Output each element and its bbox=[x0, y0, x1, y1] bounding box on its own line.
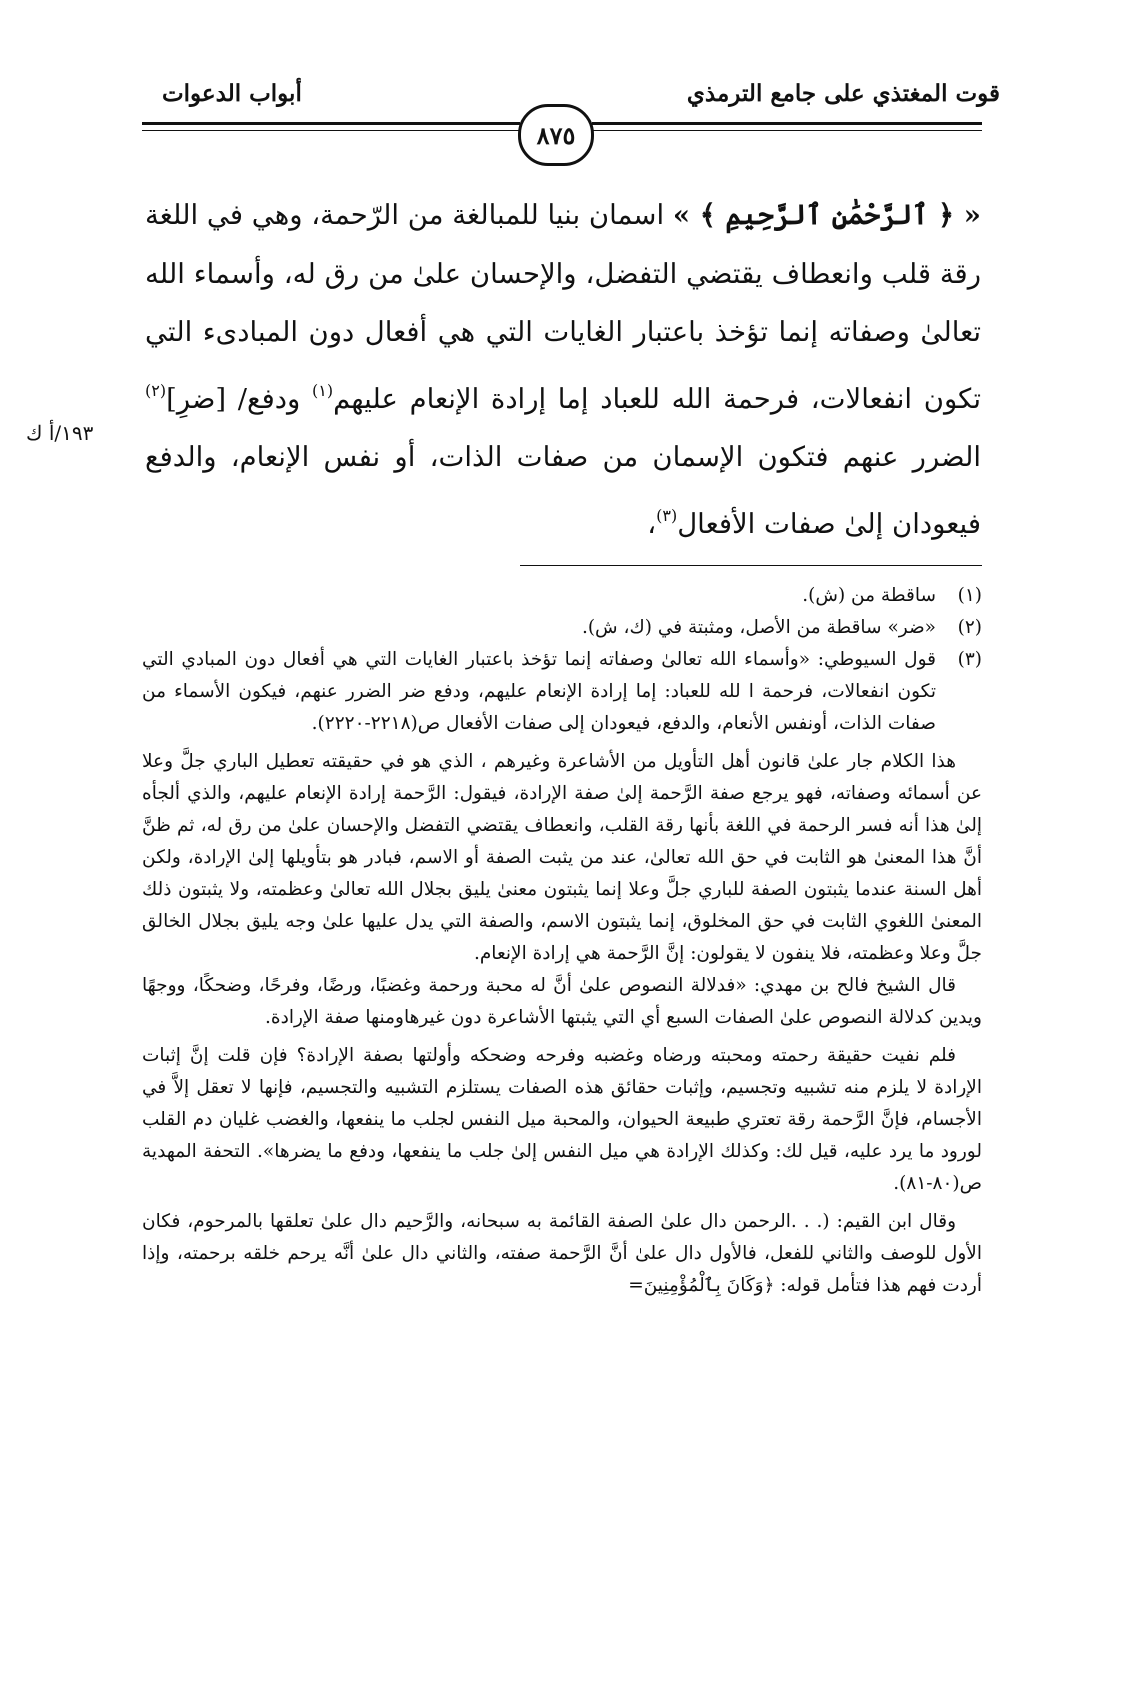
footnote-ref-3: (٣) bbox=[656, 505, 678, 525]
manuscript-folio-note: ١٩٣/أ ك bbox=[26, 421, 94, 445]
header-rule-left bbox=[142, 122, 520, 125]
footnote-number: (٣) bbox=[957, 649, 982, 670]
main-paragraph bbox=[145, 186, 981, 553]
footnote-2 bbox=[142, 612, 982, 644]
footnote-text: قول السيوطي: «وأسماء الله تعالىٰ وصفاته إنما تؤخذ باعتبار الغايات التي هي أفعال دون المبادي التي تكون انفعالات، فرحمة ا لله للعباد: إما إرادة الإنعام عليهم، ودفع ضر الضرر عنهم، فيكون الأسماء من صفات الذات، أونفس الأنعام، والدفع، فيعودان إلى صفات الأفعال ص(٢٢١٨-٢٢٢٠). bbox=[142, 649, 936, 734]
footnotes bbox=[142, 580, 982, 1302]
header-rule-left-thin bbox=[142, 130, 520, 131]
main-text-part2: ودفع/ [ضرِ] bbox=[166, 382, 313, 415]
footnote-text: ساقطة من (ش). bbox=[802, 585, 936, 606]
book-title: قوت المغتذي على جامع الترمذي bbox=[686, 80, 1000, 107]
main-text-part3: الضرر عنهم فتكون الإسمان من صفات الذات، أو نفس الإنعام، والدفع فيعودان إلىٰ صفات الأفعال bbox=[145, 441, 981, 540]
commentary-paragraph: وقال ابن القيم: (. . .الرحمن دال علىٰ الصفة القائمة به سبحانه، والرَّحيم دال علىٰ تعلقها بالمرحوم، فكان الأول للوصف والثاني للفعل، فالأول دال علىٰ أنَّ الرَّحمة صفته، والثاني دال علىٰ أنَّه يرحم خلقه برحمته، وإذا أردت فهم هذا فتأمل قوله: ﴿وَكَانَ بِٱلْمُؤْمِنِينَ= bbox=[142, 1211, 982, 1296]
main-text-part1: اسمان بنيا للمبالغة من الرّحمة، وهي في اللغة رقة قلب وانعطاف يقتضي التفضل، والإحسان علىٰ من رق له، وأسماء الله تعالىٰ وصفاته إنما تؤخذ باعتبار الغايات التي هي أفعال دون المبادىء التي تكون انفعالات، فرحمة الله للعباد إما إرادة الإنعام عليهم bbox=[145, 199, 981, 415]
quran-phrase: « ﴿ ٱلرَّحْمَٰنِ ٱلرَّحِيمِ ﴾ » bbox=[672, 199, 981, 231]
chapter-title: أبواب الدعوات bbox=[162, 80, 302, 107]
footnote-number: (١) bbox=[957, 585, 982, 606]
footnote-ref-2: (٢) bbox=[145, 380, 167, 400]
main-text bbox=[145, 186, 981, 553]
footnote-ref-1: (١) bbox=[312, 380, 334, 400]
header-rule-right bbox=[592, 122, 982, 125]
commentary-paragraph: فلم نفيت حقيقة رحمته ومحبته ورضاه وغضبه وفرحه وضحكه وأولتها بصفة الإرادة؟ فإن قلت إنَّ إثبات الإرادة لا يلزم منه تشبيه وتجسيم، وإثبات حقائق هذه الصفات يستلزم التشبيه والتجسيم، فإنها لا تعقل إلاَّ في الأجسام، فإنَّ الرَّحمة رقة تعتري طبيعة الحيوان، والمحبة ميل النفس لجلب ما ينفعها، والغضب غليان دم القلب لورود ما يرد عليه، قيل لك: وكذلك الإرادة هي ميل النفس إلىٰ جلب ما ينفعها، ودفع ما يضرها». التحفة المهدية ص(٨٠-٨١). bbox=[142, 1045, 982, 1194]
page-number: ٨٧٥ bbox=[518, 104, 594, 166]
footnote-number: (٢) bbox=[957, 617, 982, 638]
footnote-text: «ضر» ساقطة من الأصل، ومثبتة في (ك، ش). bbox=[581, 617, 936, 638]
footnote-3 bbox=[142, 644, 982, 740]
footnote-1 bbox=[142, 580, 982, 612]
main-text-part4: ، bbox=[647, 507, 657, 540]
commentary-paragraph: قال الشيخ فالح بن مهدي: «فدلالة النصوص علىٰ أنَّ له محبة ورحمة وغضبًا، ورضًا، وفرحًا، وضحكًا، ووجهًا ويدين كدلالة النصوص علىٰ الصفات السبع أي التي يثبتها الأشاعرة دون غيرهاومنها صفة الإرادة. bbox=[142, 975, 982, 1028]
commentary-paragraph: هذا الكلام جار علىٰ قانون أهل التأويل من الأشاعرة وغيرهم ، الذي هو في حقيقته تعطيل الباري جلَّ وعلا عن أسمائه وصفاته، فهو يرجع صفة الرَّحمة إلىٰ صفة الإرادة، فيقول: الرَّحمة إرادة الإنعام عليهم، والذي ألجأه إلىٰ هذا أنه فسر الرحمة في اللغة بأنها رقة القلب، وانعطاف يقتضي التفضل والإحسان علىٰ من رق له، ثم ظنَّ أنَّ هذا المعنىٰ هو الثابت في حق الله تعالىٰ، عند من يثبت الصفة أو الاسم، فبادر هو بتأويلها إلىٰ الإرادة، ولكن أهل السنة عندما يثبتون الصفة للباري جلَّ وعلا إنما يثبتون معنىٰ يليق بجلال الله تعالىٰ وعظمته، ولا يثبتون ذلك المعنىٰ اللغوي الثابت في حق المخلوق، إنما يثبتون الاسم، والصفة التي يدل عليها علىٰ وجه يليق بجلال الخالق جلَّ وعلا وعظمته، فلا ينفون لا يقولون: إنَّ الرَّحمة هي إرادة الإنعام. bbox=[142, 751, 982, 964]
footnote-separator bbox=[520, 565, 982, 566]
header-rule-right-thin bbox=[592, 130, 982, 131]
